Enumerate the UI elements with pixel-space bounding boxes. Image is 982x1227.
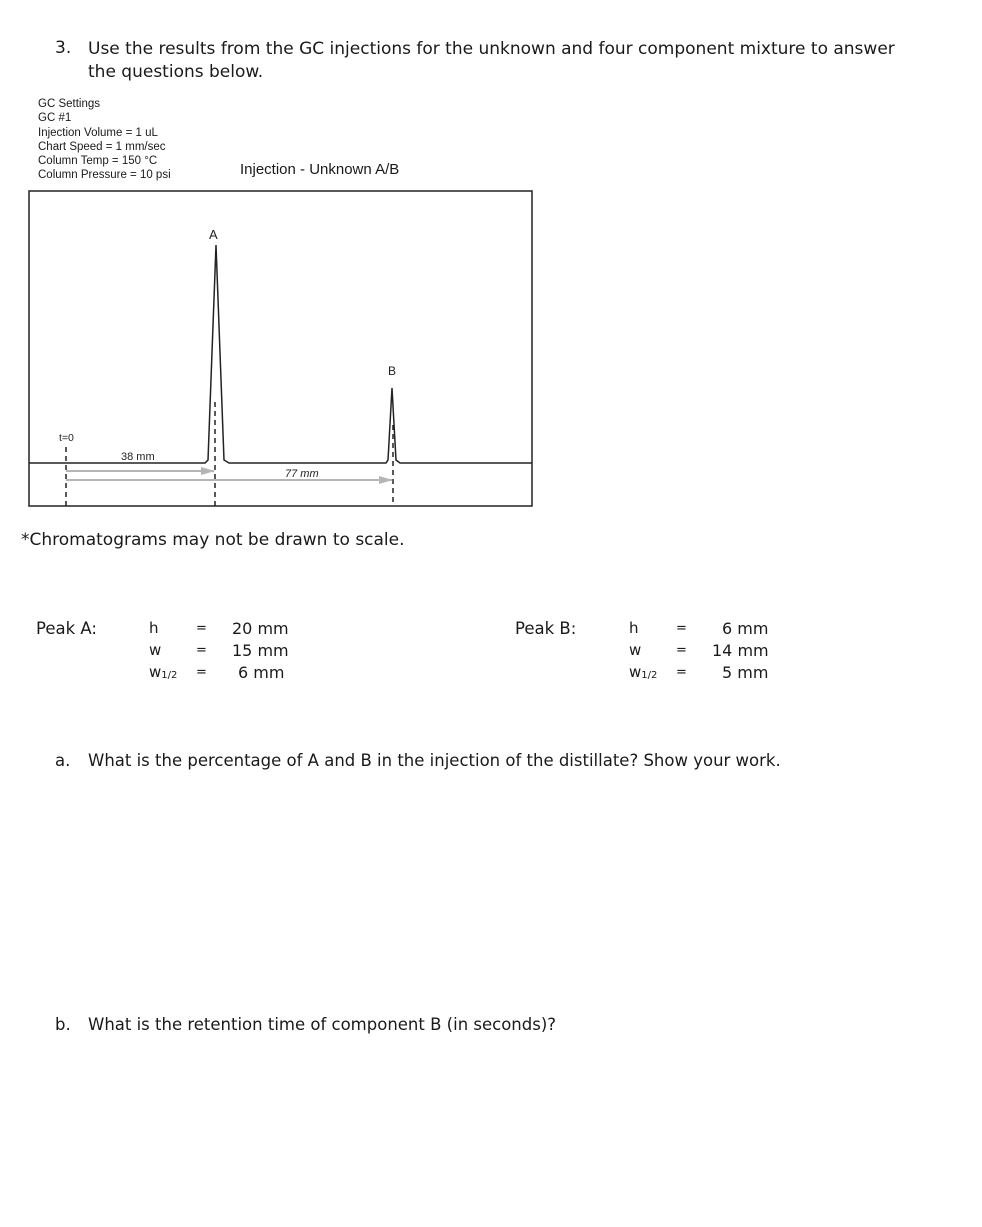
peak-a-h-symbol: h [149,619,159,637]
peak-a-w-equals: = [196,643,207,658]
peak-b-w-equals: = [676,643,687,658]
peak-b-w-half [629,663,657,681]
sub-question-b-letter: b. [55,1015,71,1034]
peak-a-h-equals: = [196,621,207,636]
peak-a-label: A [209,227,218,242]
chart-frame [29,191,532,506]
gc-settings-line: GC #1 [38,112,72,125]
gc-settings-line: Chart Speed = 1 mm/sec [38,140,166,153]
peak-b-h-equals: = [676,621,687,636]
t0-label: t=0 [59,432,74,444]
dist-a-label: 38 mm [121,451,155,463]
gc-settings-line: Column Pressure = 10 psi [38,169,171,182]
peak-a-w-value: 15 mm [232,641,289,660]
peak-b-w-value: 14 mm [712,641,769,660]
peak-b-w-symbol: w [629,641,642,659]
chromatogram [0,0,982,560]
peak-b-w-half-symbol: w1/2 [629,663,658,681]
question-number: 3. [55,38,72,58]
dist-b-label: 77 mm [285,468,319,480]
gc-settings-line: GC Settings [38,98,100,110]
sub-question-a-text: What is the percentage of A and B in the injection of the distillate? Show your work. [88,751,781,770]
peak-b-label: B [388,364,397,378]
peak-a-w-half [149,663,177,681]
peak-b-w-half-value: 5 mm [722,663,769,682]
peak-a-w-half-equals: = [196,665,207,680]
peak-a-w-half-value: 6 mm [238,663,285,682]
peak-b-h-symbol: h [629,619,639,637]
peak-b-heading: Peak B: [515,619,577,638]
chromatogram-title: Injection - Unknown A/B [240,161,400,178]
gc-settings-line: Column Temp = 150 °C [38,155,158,168]
sub-question-b-text: What is the retention time of component B (in seconds)? [88,1015,557,1034]
scale-note: *Chromatograms may not be drawn to scale. [21,530,405,550]
peak-b-h-value: 6 mm [722,619,769,638]
gc-settings-line: Injection Volume = 1 uL [38,126,158,139]
peak-a-heading: Peak A: [36,619,97,638]
peak-a-h-value: 20 mm [232,619,289,638]
peak-a-w-half-symbol: w1/2 [149,663,178,681]
peak-b-w-half-equals: = [676,665,687,680]
question-text: Use the results from the GC injections for the unknown and four component mixture to answer the questions below. [88,39,895,82]
sub-question-a-letter: a. [55,751,71,770]
peak-a-w-symbol: w [149,641,162,659]
chromatogram-trace [29,245,532,463]
